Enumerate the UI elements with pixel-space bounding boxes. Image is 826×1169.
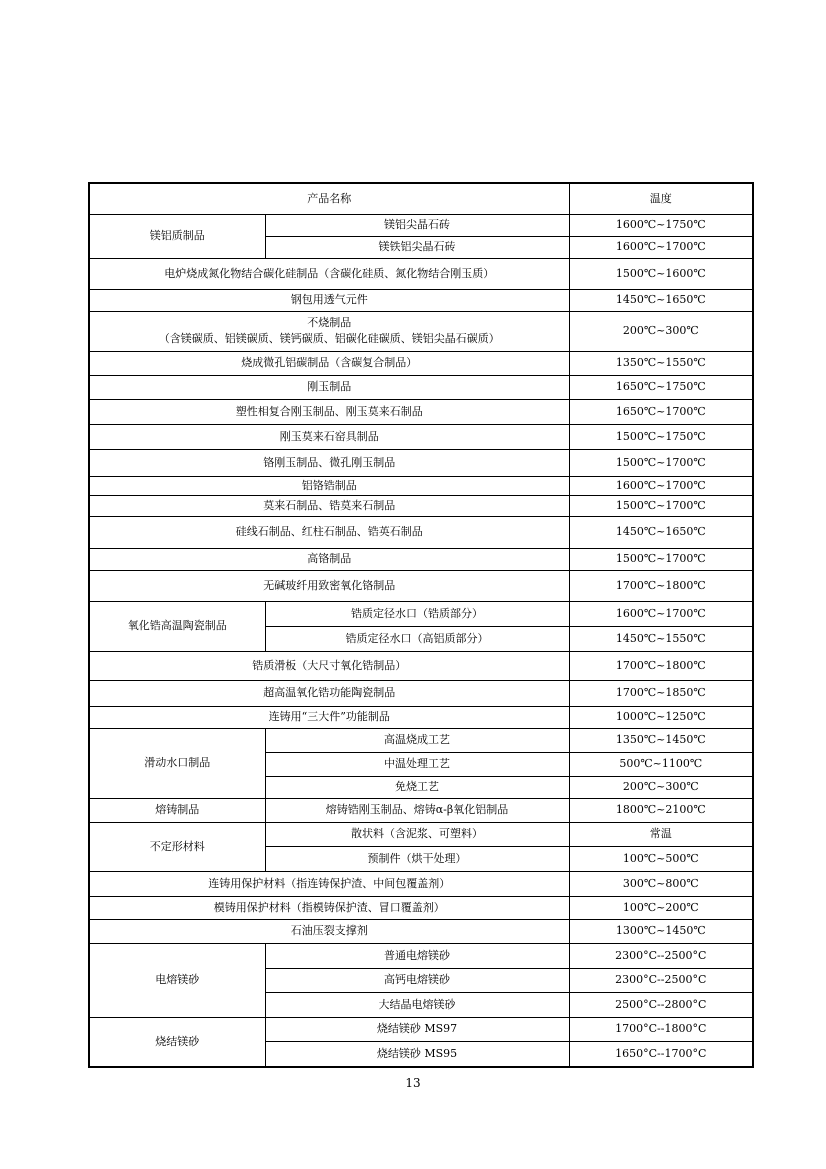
table-row [89, 919, 753, 943]
table-row [89, 516, 753, 548]
product-name: 连铸用保护材料（指连铸保护渣、中间包覆盖剂） [89, 871, 569, 896]
temperature-value: 1600℃~1700℃ [569, 476, 753, 495]
table-row [89, 449, 753, 476]
table-row [89, 258, 753, 289]
temperature-value: 1650°C--1700°C [569, 1041, 753, 1067]
product-name: 普通电熔镁砂 [265, 943, 569, 968]
temperature-value: 1000℃~1250℃ [569, 706, 753, 728]
product-name: 烧成微孔铝碳制品（含碳复合制品） [89, 351, 569, 375]
product-name: 镁铝尖晶石砖 [265, 214, 569, 236]
temperature-value: 2500°C--2800°C [569, 992, 753, 1017]
table-row [89, 289, 753, 311]
temperature-value: 200℃~300℃ [569, 311, 753, 351]
product-name: 刚玉制品 [89, 375, 569, 399]
product-name: 锆质定径水口（锆质部分） [265, 601, 569, 626]
product-name: 石油压裂支撑剂 [89, 919, 569, 943]
temperature-value: 1800℃~2100℃ [569, 798, 753, 822]
table-row [89, 351, 753, 375]
temperature-value: 1450℃~1650℃ [569, 289, 753, 311]
temperature-table [88, 182, 754, 1068]
temperature-value: 1500℃~1700℃ [569, 449, 753, 476]
product-name: 不烧制品 [307, 316, 352, 329]
table-row [89, 871, 753, 896]
product-name: 高钙电熔镁砂 [265, 968, 569, 992]
group-label: 滑动水口制品 [89, 728, 265, 798]
temperature-value: 300℃~800℃ [569, 871, 753, 896]
product-name: 大结晶电熔镁砂 [265, 992, 569, 1017]
table-row [89, 651, 753, 680]
table-row [89, 601, 753, 626]
temperature-value: 2300°C--2500°C [569, 943, 753, 968]
product-name: 刚玉莫来石窑具制品 [89, 424, 569, 449]
temperature-value: 1300℃~1450℃ [569, 919, 753, 943]
group-label: 电熔镁砂 [89, 943, 265, 1017]
group-label: 熔铸制品 [89, 798, 265, 822]
header-temperature: 温度 [569, 183, 753, 214]
table-row [89, 943, 753, 968]
product-name: 镁铁铝尖晶石砖 [265, 236, 569, 258]
temperature-value: 500℃~1100℃ [569, 752, 753, 776]
product-name-multiline [89, 311, 569, 351]
temperature-value: 200℃~300℃ [569, 776, 753, 798]
table-row [89, 798, 753, 822]
product-name: 高铬制品 [89, 548, 569, 570]
group-label: 镁铝质制品 [89, 214, 265, 258]
temperature-value: 1500℃~1600℃ [569, 258, 753, 289]
product-name: 钢包用透气元件 [89, 289, 569, 311]
table-row [89, 680, 753, 706]
temperature-value: 1650℃~1700℃ [569, 399, 753, 424]
table-row [89, 728, 753, 752]
temperature-value: 1600℃~1700℃ [569, 601, 753, 626]
temperature-value: 1700℃~1800℃ [569, 651, 753, 680]
table-row [89, 1017, 753, 1041]
product-name: 烧结镁砂 MS95 [265, 1041, 569, 1067]
product-name: 锆质定径水口（高铝质部分） [265, 626, 569, 651]
product-name-detail: （含镁碳质、铝镁碳质、镁钙碳质、铝碳化硅碳质、镁铝尖晶石碳质） [158, 332, 500, 345]
table-row [89, 822, 753, 846]
product-name: 熔铸锆刚玉制品、熔铸α-β氧化铝制品 [265, 798, 569, 822]
table-row [89, 896, 753, 919]
table-row [89, 706, 753, 728]
temperature-value: 1500℃~1700℃ [569, 548, 753, 570]
product-name: 散状料（含泥浆、可塑料） [265, 822, 569, 846]
product-name: 电炉烧成氮化物结合碳化硅制品（含碳化硅质、氮化物结合刚玉质） [89, 258, 569, 289]
product-name: 高温烧成工艺 [265, 728, 569, 752]
temperature-value: 1700°C--1800°C [569, 1017, 753, 1041]
table-row [89, 495, 753, 516]
product-name: 塑性相复合刚玉制品、刚玉莫来石制品 [89, 399, 569, 424]
product-name: 模铸用保护材料（指模铸保护渣、冒口覆盖剂） [89, 896, 569, 919]
temperature-value: 100℃~500℃ [569, 846, 753, 871]
table-row [89, 476, 753, 495]
product-name: 铬刚玉制品、微孔刚玉制品 [89, 449, 569, 476]
temperature-value: 1600℃~1700℃ [569, 236, 753, 258]
temperature-value: 100℃~200℃ [569, 896, 753, 919]
temperature-value: 1600℃~1750℃ [569, 214, 753, 236]
temperature-value: 1350℃~1450℃ [569, 728, 753, 752]
product-name: 无碱玻纤用致密氧化铬制品 [89, 570, 569, 601]
temperature-value: 常温 [569, 822, 753, 846]
page-number: 13 [405, 1076, 421, 1090]
table-row [89, 214, 753, 236]
product-name: 莫来石制品、锆莫来石制品 [89, 495, 569, 516]
temperature-value: 1450℃~1550℃ [569, 626, 753, 651]
temperature-value: 2300°C--2500°C [569, 968, 753, 992]
table-row [89, 570, 753, 601]
table-header-row [89, 183, 753, 214]
product-name: 烧结镁砂 MS97 [265, 1017, 569, 1041]
temperature-value: 1500℃~1750℃ [569, 424, 753, 449]
table-row [89, 399, 753, 424]
group-label: 不定形材料 [89, 822, 265, 871]
product-name: 预制件（烘干处理） [265, 846, 569, 871]
group-label: 氧化锆高温陶瓷制品 [89, 601, 265, 651]
header-product: 产品名称 [89, 183, 569, 214]
product-name: 中温处理工艺 [265, 752, 569, 776]
table-row [89, 311, 753, 351]
table-row [89, 375, 753, 399]
group-label: 烧结镁砂 [89, 1017, 265, 1067]
product-name: 免烧工艺 [265, 776, 569, 798]
product-name: 硅线石制品、红柱石制品、锆英石制品 [89, 516, 569, 548]
product-name: 连铸用“三大件”功能制品 [89, 706, 569, 728]
temperature-value: 1350℃~1550℃ [569, 351, 753, 375]
product-name: 锆质滑板（大尺寸氧化锆制品） [89, 651, 569, 680]
product-name: 铝铬锆制品 [89, 476, 569, 495]
temperature-value: 1700℃~1800℃ [569, 570, 753, 601]
temperature-value: 1650℃~1750℃ [569, 375, 753, 399]
temperature-value: 1500℃~1700℃ [569, 495, 753, 516]
temperature-value: 1450℃~1650℃ [569, 516, 753, 548]
table-row [89, 424, 753, 449]
product-name: 超高温氧化锆功能陶瓷制品 [89, 680, 569, 706]
table-row [89, 548, 753, 570]
temperature-value: 1700℃~1850℃ [569, 680, 753, 706]
